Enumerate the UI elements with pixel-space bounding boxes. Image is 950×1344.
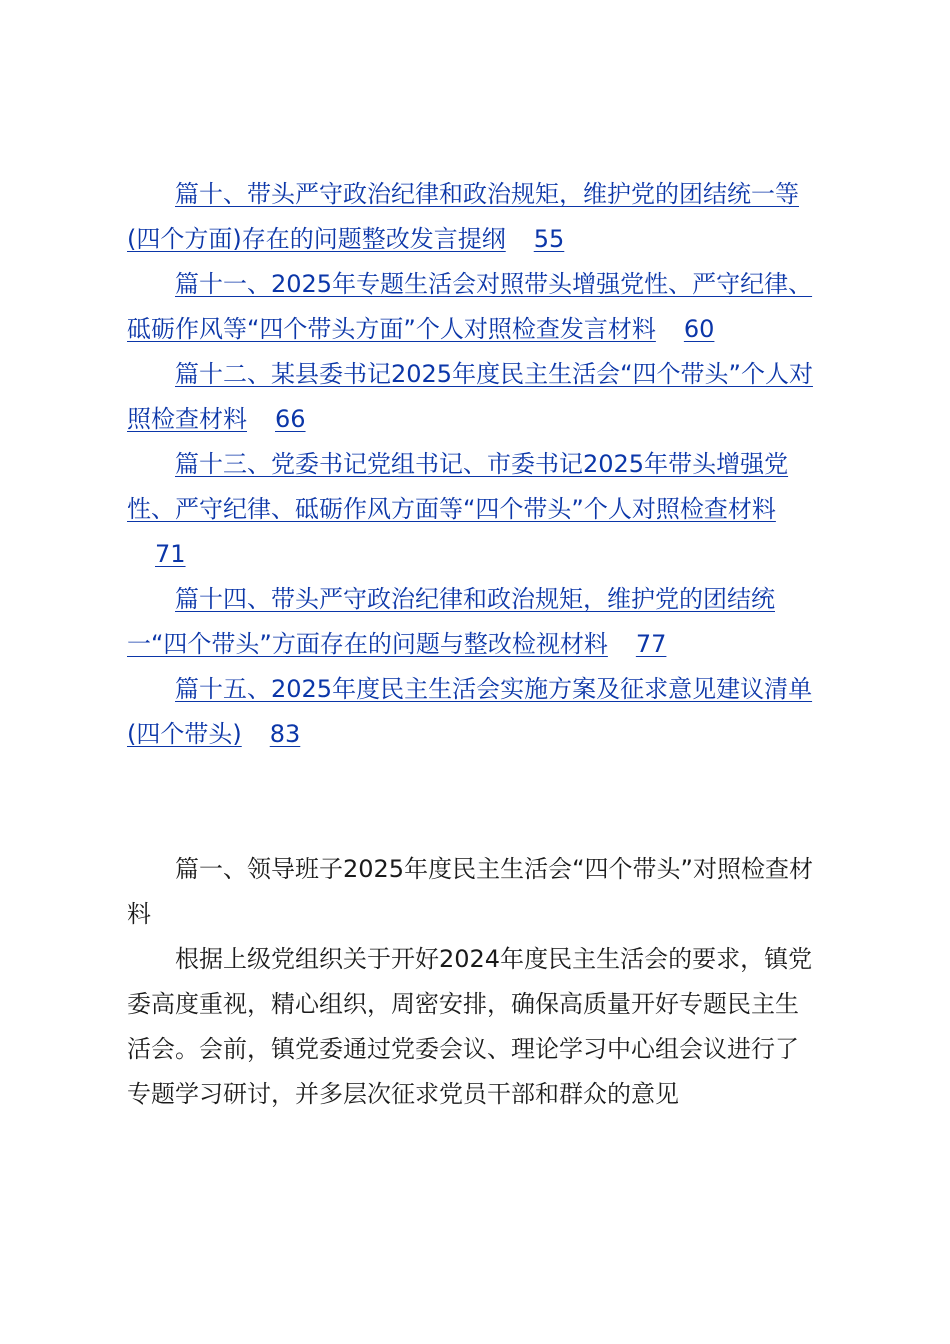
toc-entry[interactable] (127, 442, 819, 577)
toc-entry-page: 77 (635, 630, 667, 658)
toc-entry-page: 60 (683, 315, 715, 343)
article-heading: 篇一、领导班子2025年度民主生活会“四个带头”对照检查材料 (127, 855, 813, 928)
section-spacer (127, 757, 819, 847)
toc-entry-title: 篇十、带头严守政治纪律和政治规矩，维护党的团结统一等(四个方面)存在的问题整改发言提纲 (127, 180, 799, 253)
page-content (127, 172, 819, 1117)
toc-entry[interactable] (127, 262, 819, 352)
toc-entry[interactable] (127, 667, 819, 757)
toc-entry-page: 55 (533, 225, 565, 253)
toc-entry[interactable] (127, 352, 819, 442)
toc-entry-page: 83 (269, 720, 301, 748)
toc-entry-title: 篇十一、2025年专题生活会对照带头增强党性、严守纪律、砥砺作风等“四个带头方面”个人对照检查发言材料 (127, 270, 813, 343)
toc-entry[interactable] (127, 577, 819, 667)
toc-entry-page: 71 (155, 540, 186, 568)
toc-entry-page: 66 (275, 405, 306, 433)
toc-entry[interactable] (127, 172, 819, 262)
toc-entry-title: 篇十五、2025年度民主生活会实施方案及征求意见建议清单(四个带头) (127, 675, 813, 748)
article-paragraph: 根据上级党组织关于开好2024年度民主生活会的要求，镇党委高度重视，精心组织，周密安排，确保高质量开好专题民主生活会。会前，镇党委通过党委会议、理论学习中心组会议进行了专题学习研讨，并多层次征求党员干部和群众的意见 (127, 945, 813, 1108)
toc-entry-title: 篇十四、带头严守政治纪律和政治规矩，维护党的团结统一“四个带头”方面存在的问题与整改检视材料 (127, 585, 775, 658)
table-of-contents (127, 172, 819, 757)
toc-entry-title: 篇十三、党委书记党组书记、市委书记2025年带头增强党性、严守纪律、砥砺作风方面等“四个带头”个人对照检查材料 (127, 450, 789, 523)
toc-entry-title: 篇十二、某县委书记2025年度民主生活会“四个带头”个人对照检查材料 (127, 360, 813, 433)
